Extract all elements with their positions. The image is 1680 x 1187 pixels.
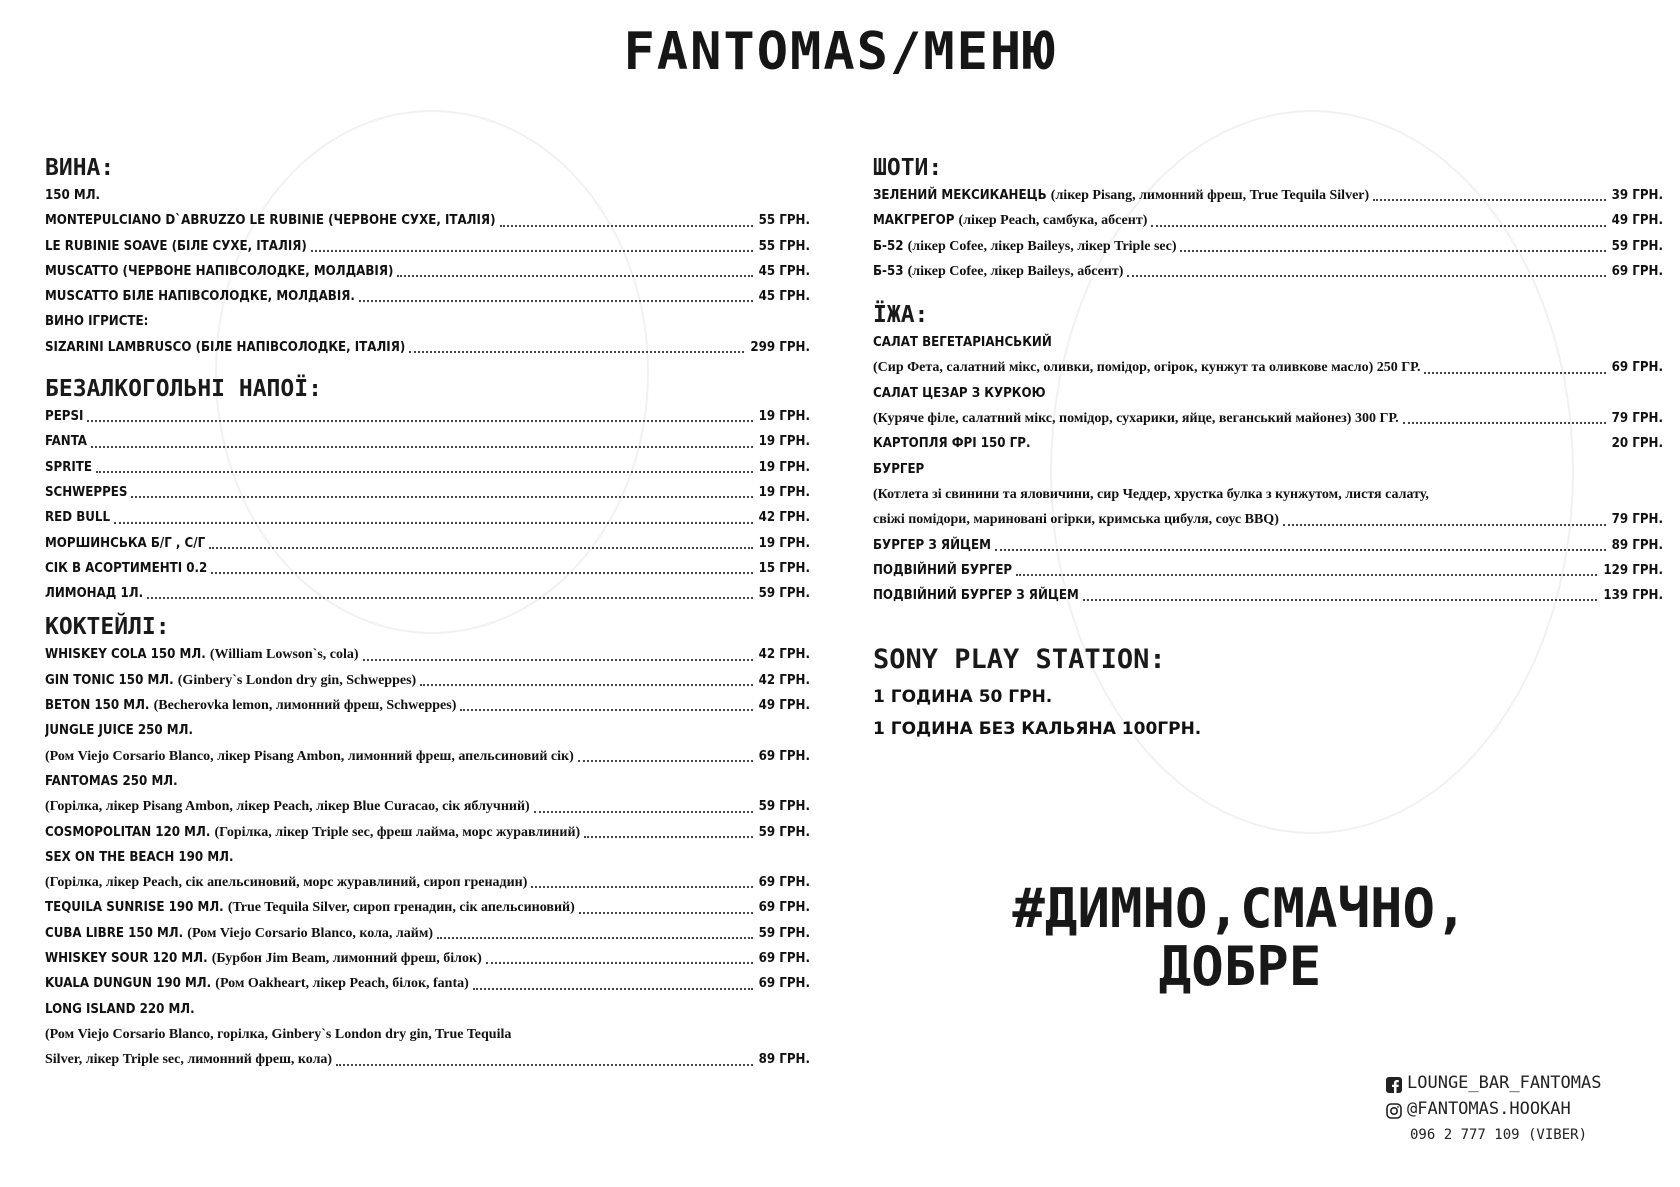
menu-item — [873, 234, 1663, 259]
item-name — [873, 355, 1420, 380]
menu-item — [45, 429, 810, 454]
item-name — [45, 581, 143, 606]
item-description: (Куряче філе, салатний мікс, помідор, сухарики, яйце, веганський майонез) 300 ГР. — [873, 411, 1399, 427]
menu-item — [45, 259, 810, 284]
dot-leader — [1373, 199, 1606, 201]
item-name — [873, 183, 1369, 208]
dot-leader — [1403, 422, 1606, 424]
menu-item — [45, 895, 810, 920]
item-title: WHISKEY COLA 150 МЛ. — [45, 647, 206, 663]
item-price: 69 ГРН. — [758, 976, 810, 992]
dot-leader — [1127, 275, 1605, 277]
dot-leader — [486, 962, 753, 964]
playstation-heading: SONY PLAY STATION: — [873, 644, 1166, 676]
slogan — [980, 877, 1500, 998]
item-title: CUBA LIBRE 150 МЛ. — [45, 925, 184, 941]
item-price: 19 ГРН. — [758, 484, 810, 500]
menu-item — [45, 693, 810, 718]
item-title: WHISKEY SOUR 120 МЛ. — [45, 951, 208, 967]
item-name — [45, 693, 456, 718]
item-name — [45, 505, 110, 530]
item-title: SCHWEPPES — [45, 484, 128, 500]
menu-item — [45, 668, 810, 693]
dot-leader — [500, 225, 753, 227]
item-price: 139 ГРН. — [1603, 588, 1663, 604]
item-price: 19 ГРН. — [758, 535, 810, 551]
menu-item — [45, 744, 810, 769]
item-title: ЗЕЛЕНИЙ МЕКСИКАНЕЦЬ — [873, 188, 1047, 203]
item-description: свіжі помідори, мариновані огірки, кримська цибуля, соус BBQ) — [873, 512, 1279, 528]
item-description: (Сир Фета, салатний мікс, оливки, помідор, огірок, кунжут та оливкове масло) 250 ГР. — [873, 360, 1421, 376]
item-price: 49 ГРН. — [758, 698, 810, 714]
dot-leader — [460, 709, 752, 711]
item-name — [873, 259, 1123, 284]
item-price: 39 ГРН. — [1611, 188, 1663, 203]
soft-drinks-list — [45, 404, 810, 606]
item-name — [45, 820, 580, 845]
playstation-price-2: 1 ГОДИНА БЕЗ КАЛЬЯНА 100ГРН. — [873, 719, 1202, 740]
item-name — [45, 1022, 511, 1047]
item-description: (William Lowson`s, cola) — [209, 647, 359, 663]
dot-leader — [995, 549, 1606, 551]
menu-item — [45, 1047, 810, 1072]
item-name — [45, 870, 527, 895]
item-name — [45, 208, 496, 233]
menu-item — [45, 234, 810, 259]
item-price: 42 ГРН. — [758, 672, 810, 688]
item-title: ПОДВІЙНИЙ БУРГЕР — [873, 562, 1013, 578]
food-list — [873, 330, 1663, 608]
dot-leader — [96, 471, 753, 473]
item-name — [873, 406, 1399, 431]
item-price: 69 ГРН. — [1611, 360, 1663, 376]
item-title: САЛАТ ВЕГЕТАРІАНСЬКИЙ — [873, 335, 1052, 351]
menu-item — [45, 870, 810, 895]
item-name — [45, 429, 87, 454]
dot-leader — [87, 420, 752, 422]
item-price: 89 ГРН. — [1611, 537, 1663, 553]
dot-leader — [534, 811, 753, 813]
menu-item — [45, 581, 810, 606]
item-price: 42 ГРН. — [758, 510, 810, 526]
item-name — [45, 455, 92, 480]
wines-list — [45, 208, 810, 309]
menu-item — [873, 381, 1663, 406]
dot-leader — [584, 836, 753, 838]
section-soft-heading: БЕЗАЛКОГОЛЬНІ НАПОЇ: — [45, 376, 322, 403]
dot-leader — [311, 250, 753, 252]
item-price: 19 ГРН. — [758, 459, 810, 475]
item-title: LONG ISLAND 220 МЛ. — [45, 1001, 195, 1017]
item-title: FANTA — [45, 434, 87, 450]
menu-item — [45, 997, 810, 1022]
shots-list — [873, 183, 1663, 284]
item-title: ЛИМОНАД 1Л. — [45, 586, 144, 602]
item-description: (Бурбон Jim Beam, лимонний фреш, білок) — [211, 951, 482, 967]
item-name — [45, 556, 207, 581]
section-shots-heading: ШОТИ: — [873, 155, 943, 181]
item-price: 79 ГРН. — [1611, 411, 1663, 427]
dot-leader — [420, 684, 752, 686]
item-title: MUSCATTO (ЧЕРВОНЕ НАПІВСОЛОДКЕ, МОЛДАВІЯ) — [45, 263, 394, 279]
dot-leader — [336, 1064, 753, 1066]
menu-item — [45, 845, 810, 870]
dot-leader — [1180, 250, 1605, 252]
item-name — [45, 971, 469, 996]
item-name — [45, 794, 530, 819]
item-description: (Ginbery`s London dry gin, Schweppes) — [177, 672, 417, 688]
dot-leader — [359, 300, 753, 302]
item-name — [45, 531, 205, 556]
menu-item — [873, 583, 1663, 608]
dot-leader — [437, 937, 753, 939]
menu-item — [45, 1022, 810, 1047]
dot-leader — [531, 886, 752, 888]
menu-item — [873, 406, 1663, 431]
item-title: ПОДВІЙНИЙ БУРГЕР З ЯЙЦЕМ — [873, 588, 1079, 604]
dot-leader — [209, 547, 753, 549]
menu-item — [45, 531, 810, 556]
item-name — [873, 533, 991, 558]
item-price: 45 ГРН. — [758, 263, 810, 279]
item-name — [873, 381, 1046, 406]
item-price: 89 ГРН. — [758, 1052, 810, 1068]
item-name — [873, 558, 1012, 583]
item-title: PEPSI — [45, 409, 84, 425]
item-title: KUALA DUNGUN 190 МЛ. — [45, 976, 212, 992]
menu-item — [873, 533, 1663, 558]
item-description: (Ром Viejo Corsario Blanco, горілка, Ginbery`s London dry gin, True Tequila — [45, 1026, 512, 1042]
item-name — [873, 507, 1279, 532]
menu-item — [45, 921, 810, 946]
item-title: САЛАТ ЦЕЗАР З КУРКОЮ — [873, 385, 1046, 401]
dot-leader — [579, 912, 753, 914]
item-description: (True Tequila Silver, сироп гренадин, сік апельсиновий) — [227, 900, 575, 916]
dot-leader — [363, 659, 753, 661]
facebook-icon — [1386, 1075, 1402, 1091]
dot-leader — [397, 275, 752, 277]
menu-item — [873, 183, 1663, 208]
menu-item — [45, 820, 810, 845]
item-name — [45, 921, 433, 946]
item-name — [45, 718, 193, 743]
dot-leader — [114, 522, 753, 524]
item-price: 69 ГРН. — [758, 900, 810, 916]
menu-item — [45, 284, 810, 309]
slogan-line-2: ДОБРЕ — [1158, 935, 1322, 998]
section-cocktails-heading: КОКТЕЙЛІ: — [45, 614, 170, 641]
menu-item — [45, 769, 810, 794]
dot-leader — [473, 988, 753, 990]
menu-item — [873, 482, 1663, 507]
dot-leader — [211, 572, 752, 574]
instagram-icon — [1386, 1101, 1402, 1117]
item-title: GIN TONIC 150 МЛ. — [45, 672, 174, 688]
menu-item — [873, 330, 1663, 355]
item-price: 15 ГРН. — [758, 560, 810, 576]
item-description: Silver, лікер Triple sec, лимонний фреш, кола) — [45, 1052, 333, 1068]
menu-item — [873, 208, 1663, 233]
item-name — [45, 404, 83, 429]
item-name — [45, 284, 355, 309]
item-price: 42 ГРН. — [758, 647, 810, 663]
dot-leader — [1424, 372, 1605, 374]
item-name — [45, 895, 575, 920]
item-price: 49 ГРН. — [1611, 213, 1663, 229]
item-description: (Ром Viejo Corsario Blanco, кола, лайм) — [187, 925, 434, 941]
item-description: (Ром Oakheart, лікер Peach, білок, fanta) — [215, 976, 469, 992]
dot-leader — [1283, 524, 1606, 526]
item-title: СІК В АСОРТИМЕНТІ 0.2 — [45, 560, 208, 576]
sparkling-label: ВИНО ІГРИСТЕ: — [45, 314, 149, 330]
item-name — [45, 845, 233, 870]
item-title: FANTOMAS 250 МЛ. — [45, 773, 178, 789]
item-description: (лікер Cofee, лікер Baileys, лікер Triple sec) — [907, 238, 1177, 254]
item-title: LE RUBINIE SOAVE (БІЛЕ СУХЕ, ІТАЛІЯ) — [45, 238, 307, 254]
item-title: TEQUILA SUNRISE 190 МЛ. — [45, 900, 224, 916]
item-price: 20 ГРН. — [1611, 436, 1663, 452]
item-description: (Becherovka lemon, лимонний фреш, Schweppes) — [153, 698, 457, 714]
dot-leader — [1016, 574, 1597, 576]
item-price: 19 ГРН. — [758, 434, 810, 450]
item-name — [45, 480, 127, 505]
menu-item — [873, 259, 1663, 284]
menu-item — [45, 946, 810, 971]
item-price: 59 ГРН. — [758, 799, 810, 815]
menu-item — [873, 507, 1663, 532]
item-description: (Ром Viejo Corsario Blanco, лікер Pisang Ambon, лимонний фреш, апельсиновий сік) — [45, 748, 574, 764]
item-name — [873, 482, 1429, 507]
item-name — [45, 997, 195, 1022]
item-name — [873, 431, 1030, 456]
menu-item — [45, 642, 810, 667]
menu-item — [45, 404, 810, 429]
phone-number: 096 2 777 109 (VIBER) — [1410, 1127, 1588, 1143]
item-name — [45, 668, 416, 693]
section-wines-heading: ВИНА: — [45, 155, 115, 181]
item-price: 79 ГРН. — [1611, 512, 1663, 528]
menu-item — [45, 480, 810, 505]
item-title: Б-52 — [873, 238, 904, 254]
dot-leader — [1083, 599, 1598, 601]
item-name — [45, 259, 393, 284]
item-name — [873, 583, 1079, 608]
item-name — [45, 769, 178, 794]
menu-item — [45, 971, 810, 996]
item-price: 59 ГРН. — [758, 925, 810, 941]
item-title: MONTEPULCIANO D`ABRUZZO LE RUBINIE (ЧЕРВОНЕ СУХЕ, ІТАЛІЯ) — [45, 213, 496, 229]
item-name — [873, 208, 1147, 233]
item-price: 45 ГРН. — [758, 289, 810, 305]
item-title: SEX ON THE BEACH 190 МЛ. — [45, 849, 234, 865]
dot-leader — [578, 760, 753, 762]
playstation-price-1: 1 ГОДИНА 50 ГРН. — [873, 687, 1053, 708]
item-title: MUSCATTO БІЛЕ НАПІВСОЛОДКЕ, МОЛДАВІЯ. — [45, 289, 355, 305]
page-title: FANTOMAS/МЕНЮ — [623, 22, 1057, 82]
item-price: 59 ГРН. — [758, 586, 810, 602]
item-title: КАРТОПЛЯ ФРІ 150 ГР. — [873, 436, 1031, 452]
item-price: 55 ГРН. — [758, 238, 810, 254]
item-price: 59 ГРН. — [758, 824, 810, 840]
item-title: МАКГРЕГОР — [873, 213, 955, 229]
menu-item — [45, 794, 810, 819]
dot-leader — [91, 446, 753, 448]
dot-leader — [1151, 225, 1605, 227]
item-title: BETON 150 МЛ. — [45, 698, 150, 714]
item-price: 69 ГРН. — [758, 748, 810, 764]
item-name — [45, 744, 574, 769]
item-title: COSMOPOLITAN 120 МЛ. — [45, 824, 211, 840]
menu-item — [45, 505, 810, 530]
menu-item — [873, 431, 1663, 456]
item-description: (Горілка, лікер Triple sec, фреш лайма, морс журавлиний) — [214, 824, 581, 840]
contacts — [1386, 1070, 1601, 1148]
menu-item — [873, 558, 1663, 583]
menu-item: SIZARINI LAMBRUSCO (БІЛЕ НАПІВСОЛОДКЕ, ІТАЛІЯ) 299 ГРН. — [45, 339, 810, 355]
item-price: 129 ГРН. — [1603, 562, 1663, 578]
item-title: SPRITE — [45, 459, 92, 475]
item-name — [873, 457, 924, 482]
item-description: (Горілка, лікер Peach, сік апельсиновий, морс журавлиний, сироп гренадин) — [45, 875, 528, 891]
item-title: JUNGLE JUICE 250 МЛ. — [45, 723, 193, 739]
item-price: 55 ГРН. — [758, 213, 810, 229]
playstation-block — [873, 644, 1663, 745]
instagram-link[interactable]: @FANTOMAS.HOOKAH — [1386, 1096, 1601, 1122]
item-title: RED BULL — [45, 510, 111, 526]
cocktails-list — [45, 642, 810, 1072]
item-description: (лікер Peach, самбука, абсент) — [958, 213, 1148, 229]
wines-volume: 150 МЛ. — [45, 188, 101, 203]
item-price: 69 ГРН. — [1611, 263, 1663, 279]
item-price: 59 ГРН. — [1611, 238, 1663, 254]
menu-item — [45, 556, 810, 581]
left-column — [45, 153, 810, 1073]
menu-item — [873, 355, 1663, 380]
item-name — [45, 234, 307, 259]
item-name — [873, 330, 1052, 355]
item-name — [45, 946, 482, 971]
item-price: 69 ГРН. — [758, 875, 810, 891]
item-description: (лікер Pisang, лимонний фреш, True Tequila Silver) — [1050, 188, 1370, 203]
dot-leader — [147, 597, 753, 599]
item-title: МОРШИНСЬКА Б/Г , С/Г — [45, 535, 206, 551]
item-name — [873, 234, 1176, 259]
item-description: (лікер Cofee, лікер Baileys, абсент) — [907, 263, 1124, 279]
facebook-link[interactable]: LOUNGE_BAR_FANTOMAS — [1386, 1070, 1601, 1096]
dot-leader — [131, 496, 752, 498]
item-price: 69 ГРН. — [758, 951, 810, 967]
item-name — [45, 642, 359, 667]
item-name — [45, 1047, 332, 1072]
section-food-heading: ЇЖА: — [873, 302, 929, 329]
item-price: 19 ГРН. — [758, 409, 810, 425]
item-title: БУРГЕР — [873, 461, 925, 477]
menu-item — [45, 455, 810, 480]
item-title: Б-53 — [873, 263, 904, 279]
menu-item — [45, 718, 810, 743]
item-description: (Горілка, лікер Pisang Ambon, лікер Peach, лікер Blue Curacao, сік яблучний) — [45, 799, 530, 815]
menu-item — [873, 457, 1663, 482]
menu-item — [45, 208, 810, 233]
item-title: БУРГЕР З ЯЙЦЕМ — [873, 537, 991, 553]
right-column — [873, 153, 1663, 745]
slogan-line-1: #ДИМНО,СМАЧНО, — [1012, 877, 1468, 940]
item-description: (Котлета зі свинини та яловичини, сир Чеддер, хрустка булка з кунжутом, листя салату, — [873, 486, 1429, 502]
